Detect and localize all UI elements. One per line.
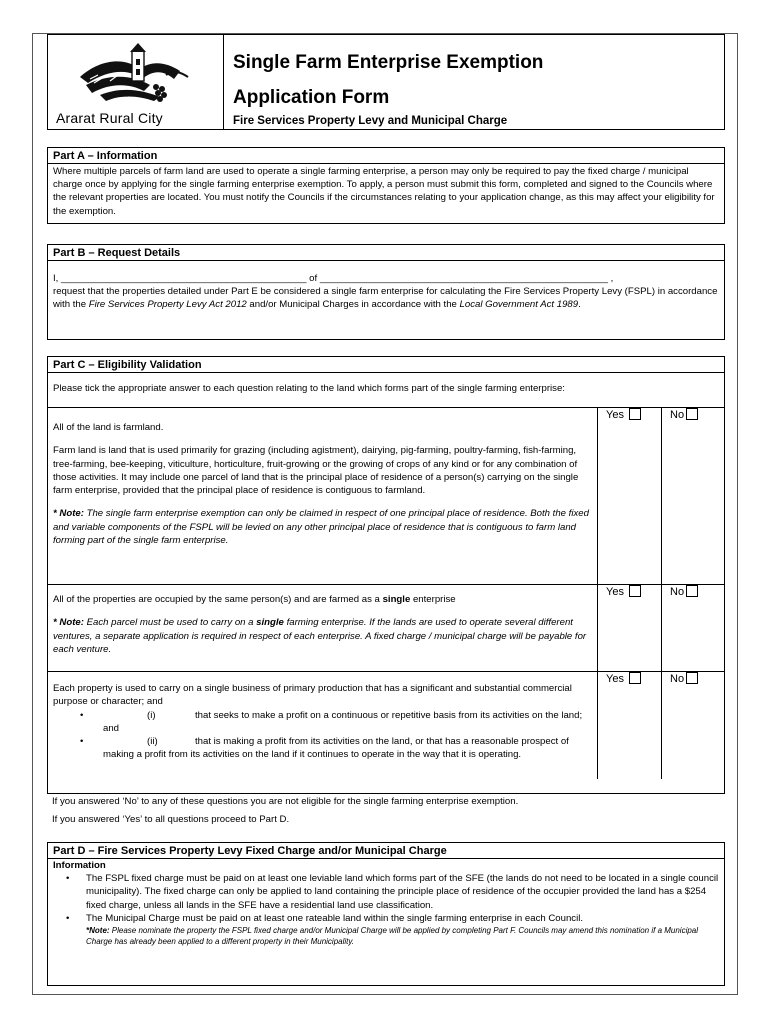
part-c-intro: Please tick the appropriate answer to each question relating to the land which forms part of the single farming enterprise: [53, 383, 565, 394]
form-subtitle: Fire Services Property Levy and Municipal Charge [233, 115, 508, 127]
no-cell [662, 672, 724, 779]
fill-prefix: I, [53, 273, 59, 284]
logo-name: Ararat Rural City [56, 110, 163, 126]
yes-checkbox[interactable] [629, 672, 641, 684]
title-cell [224, 35, 724, 129]
part-d-body [48, 859, 724, 947]
yes-label: Yes [606, 586, 624, 599]
criteria-roman: (ii) [147, 736, 158, 748]
criteria-text: that is making a profit from its activities on the land, or that has a reasonable prospect of making a profit from its activities on the land if it continues to operate in the way that it is operating. [103, 736, 569, 761]
note-text-start: Each parcel must be used to carry on a [83, 617, 257, 629]
request-text-mid: and/or Municipal Charges in accordance with the [246, 299, 460, 311]
fill-suffix: , [610, 273, 614, 284]
question-row-farmland [48, 407, 724, 584]
request-text [53, 285, 719, 311]
question-cell [48, 585, 598, 671]
question-text-bold: single [382, 594, 411, 606]
list-item [53, 912, 719, 947]
note-text: Please nominate the property the FSPL fixed charge and/or Municipal Charge will be applied by completing Part F. Councils may amend this nomination if a Municipal Charge has already been applied to a different property in their Municipality. [86, 926, 699, 947]
part-a-section [47, 147, 725, 224]
list-item: • The FSPL fixed charge must be paid on at least one leviable land which forms part of the SFE (the lands do not need to be located in a single council municipality). The fixed charge can only be applied to land containing the principle place of residence of the occupier provided the land has a $254 fixed charge, unless all lands in the SFE have a residential land use classification. [53, 872, 719, 912]
information-label: Information [53, 860, 106, 871]
request-text-end: . [578, 299, 581, 311]
lga-act-name: Local Government Act 1989 [459, 299, 579, 311]
nomination-note [86, 925, 719, 947]
part-b-heading: Part B – Request Details [48, 245, 724, 261]
part-d-heading: Part D – Fire Services Property Levy Fixed Charge and/or Municipal Charge [48, 843, 724, 859]
applicant-name-field[interactable]: ______________________________________________ [61, 273, 307, 284]
part-b-section [47, 244, 725, 340]
no-checkbox[interactable] [686, 408, 698, 420]
no-checkbox[interactable] [686, 585, 698, 597]
question-text: All of the land is farmland. [53, 422, 164, 434]
no-label: No [670, 673, 685, 686]
note-label: *Note: [86, 926, 110, 936]
question-note [53, 507, 592, 547]
form-page [32, 33, 738, 995]
part-c-section [47, 356, 725, 794]
form-title-line2: Application Form [233, 87, 390, 108]
criteria-text: that seeks to make a profit on a continuous or repetitive basis from its activities on the land; and [103, 709, 583, 734]
yes-label: Yes [606, 409, 624, 422]
yes-label: Yes [606, 673, 624, 686]
note-text: The single farm enterprise exemption can only be claimed in respect of one principal place of residence. Both the fixed and variable components of the FSPL will be levied on any other principal place of residence that is contiguous to farm land forming part of the single farm enterprise. [53, 508, 589, 546]
part-a-text: Where multiple parcels of farm land are used to operate a single farming enterprise, a person may only be required to pay the fixed charge / municipal charge once by applying for the single farming enterprise exemption. To apply, a person must submit this form, completed and signed to the Councils where the relevant properties are located. You must notify the Councils if the circumstances relating to your application change, as this may affect your eligibility for the exemption. [53, 166, 715, 217]
logo-cell [48, 35, 224, 129]
question-text-start: All of the properties are occupied by the same person(s) and are farmed as a [53, 594, 383, 606]
question-row-primary-production [48, 671, 724, 779]
eligibility-yes-note: If you answered ‘Yes’ to all questions proceed to Part D. [52, 814, 290, 825]
part-c-heading: Part C – Eligibility Validation [48, 357, 724, 373]
fspl-act-name: Fire Services Property Levy Act 2012 [88, 299, 247, 311]
yes-cell [598, 408, 662, 584]
yes-cell [598, 672, 662, 779]
question-text [53, 593, 592, 606]
eligibility-no-note: If you answered ‘No’ to any of these questions you are not eligible for the single farming enterprise exemption. [52, 796, 519, 807]
note-label: * Note: [53, 508, 84, 520]
fill-of: of [309, 273, 318, 284]
no-checkbox[interactable] [686, 672, 698, 684]
part-b-body [48, 261, 724, 313]
information-list [53, 872, 719, 947]
no-cell [662, 585, 724, 671]
municipal-charge-text: The Municipal Charge must be paid on at least one rateable land within the single farming enterprise in each Council. [86, 912, 584, 924]
applicant-address-field[interactable]: ______________________________________________________ [319, 273, 608, 284]
question-cell [48, 408, 598, 584]
request-fill-line [53, 272, 719, 285]
form-header [47, 34, 725, 130]
note-text-end: farming enterprise. If the lands are used to operate several different ventures, a separate application is required in respect of each enterprise. A fixed charge / municipal charge will be payable for each venture. [53, 617, 587, 655]
form-title [233, 45, 543, 115]
question-text-end: enterprise [410, 594, 456, 606]
note-text-bold: single [256, 617, 284, 629]
yes-cell [598, 585, 662, 671]
yes-checkbox[interactable] [629, 585, 641, 597]
criteria-item: • (ii) that is making a profit from its activities on the land, or that has a reasonable prospect of making a profit from its activities on the land if it continues to operate in the way that it is operating. [80, 736, 569, 761]
criteria-roman: (i) [147, 709, 156, 721]
question-text: Each property is used to carry on a single business of primary production that has a significant and substantial commercial purpose or character; and [53, 683, 572, 708]
question-row-same-person [48, 584, 724, 671]
question-cell [48, 672, 598, 779]
criteria-item: • (i) that seeks to make a profit on a continuous or repetitive basis from its activities on the land; and [80, 709, 583, 734]
form-title-line1: Single Farm Enterprise Exemption [233, 52, 544, 73]
no-cell [662, 408, 724, 584]
no-label: No [670, 586, 685, 599]
part-a-heading: Part A – Information [48, 148, 724, 164]
note-label: * Note: [53, 617, 84, 629]
yes-checkbox[interactable] [629, 408, 641, 420]
farmland-definition: Farm land is land that is used primarily for grazing (including agistment), dairying, pig-farming, poultry-farming, fish-farming, tree-farming, bee-keeping, viticulture, horticulture, fruit-growing or the growing of crops of any kind or for any combination of those activities. It may include one parcel of land that is the principal place of residence of a person(s) carrying on the single farm enterprise, provided that the principal place of residence is contiguous to farmland. [53, 445, 579, 497]
council-logo-icon [70, 39, 200, 109]
no-label: No [670, 409, 685, 422]
request-text-start: request that the properties detailed under Part E be considered a single farm enterprise for calculating the Fire Services Property Levy (FSPL) in accordance with the [53, 286, 718, 311]
question-note [53, 616, 592, 656]
part-d-section [47, 842, 725, 986]
